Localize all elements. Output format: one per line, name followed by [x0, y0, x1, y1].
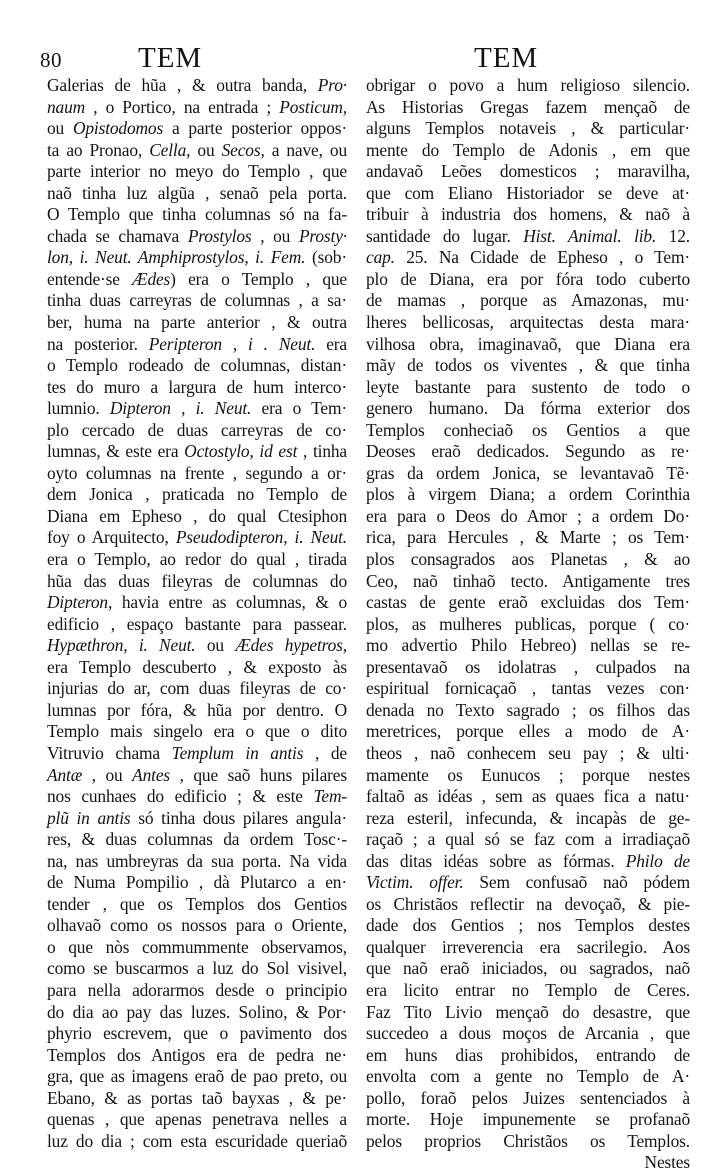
- text-line: [366, 1045, 690, 1067]
- text-run: ou: [190, 139, 222, 160]
- text-run: Diana em Epheso , do qual Ctesiphon: [47, 505, 347, 526]
- text-run: Vitruvio chama: [47, 742, 172, 763]
- italic-term: Dipteron , i. Neut.: [109, 398, 252, 419]
- text-run: o que nòs commummente observamos,: [47, 936, 347, 957]
- text-run: leyte bastante para sustento de todo o: [366, 376, 690, 397]
- text-run: Nestes: [644, 1152, 690, 1173]
- text-run: em huns dias prohibidos, entrando de: [366, 1044, 690, 1065]
- italic-term: Pro·: [317, 75, 347, 95]
- text-run: entende·se: [47, 268, 133, 289]
- text-line: [366, 377, 690, 399]
- text-line: [366, 635, 690, 657]
- italic-term: Opistodomos: [72, 118, 164, 139]
- text-line: [47, 958, 347, 980]
- text-line: [366, 614, 690, 636]
- text-run: genero humano. Da fórma exterior dos: [366, 398, 690, 419]
- text-run: (sob·: [305, 247, 347, 268]
- text-run: plos consagrados aos Planetas , & ao: [366, 549, 690, 570]
- text-run: de mamas , porque as Amazonas, mu·: [366, 290, 690, 311]
- italic-term: naum: [47, 96, 86, 117]
- text-line: [47, 851, 347, 873]
- text-line: [366, 872, 690, 894]
- text-line: [47, 614, 347, 636]
- text-run: plo cercado de duas carreyras de co·: [47, 419, 347, 440]
- text-line: [366, 247, 690, 269]
- text-line: [366, 678, 690, 700]
- text-run: 25. Na Cidade de Epheso , o Tem·: [394, 247, 690, 268]
- text-line: [366, 334, 690, 356]
- text-run: a nave, ou: [264, 139, 347, 160]
- italic-term: Tem-: [313, 786, 347, 807]
- text-run: para nella adorarmos desde o principio: [47, 979, 347, 1000]
- text-line: [47, 161, 347, 183]
- italic-term: Octostylo, id est: [184, 441, 298, 462]
- text-run: morte. Hoje impunemente se profanaõ: [366, 1109, 690, 1130]
- text-run: plos à virgem Diana; a ordem Corinthia: [366, 484, 690, 505]
- text-line: [366, 290, 690, 312]
- italic-term: Antæ: [47, 764, 83, 785]
- text-line: [47, 549, 347, 571]
- text-run: era o Tem·: [251, 398, 347, 419]
- running-head-right: TEM: [474, 42, 539, 74]
- text-line: [366, 527, 690, 549]
- text-line: [366, 937, 690, 959]
- right-column: [366, 75, 690, 1174]
- italic-term: cap.: [366, 247, 395, 268]
- text-run: raçaõ ; a qual só se faz com a irradiaçaõ: [366, 829, 690, 850]
- text-run: espiritual fornicaçaõ , tantas vezes con·: [366, 678, 690, 699]
- text-line: [366, 765, 690, 787]
- text-run: gra, que as imagens eraõ de pao preto, ou: [47, 1066, 347, 1087]
- text-run: , que saõ huns pilares: [170, 764, 347, 785]
- text-line: [47, 398, 347, 420]
- text-run: lheres bellicosas, arquitectas desta mara·: [366, 312, 690, 333]
- text-line: [47, 334, 347, 356]
- italic-term: Templum in antis: [171, 742, 304, 763]
- text-run: andavaõ Leões domesticos ; maravilha,: [366, 161, 690, 182]
- text-line: [366, 161, 690, 183]
- text-line: [47, 1088, 347, 1110]
- text-line: [366, 786, 690, 808]
- text-line: [366, 398, 690, 420]
- text-line: [366, 441, 690, 463]
- text-line: [366, 808, 690, 830]
- text-run: pelos proprios Christãos os Templos.: [366, 1130, 690, 1151]
- text-line: [47, 463, 347, 485]
- text-run: succedeo a dous moços de Arcania , que: [366, 1023, 690, 1044]
- text-line: [366, 549, 690, 571]
- text-line: [366, 571, 690, 593]
- text-line: [366, 958, 690, 980]
- text-run: só tinha dous pilares angula·: [130, 807, 347, 828]
- text-line: [366, 484, 690, 506]
- italic-term: Pseudodipteron, i. Neut.: [175, 527, 347, 548]
- text-line: [47, 1045, 347, 1067]
- text-run: ) era o Templo , que: [170, 268, 347, 289]
- italic-term: Cella,: [149, 139, 191, 160]
- text-line: [47, 204, 347, 226]
- text-line: [366, 269, 690, 291]
- text-run: mente do Templo de Adonis , em que: [366, 139, 690, 160]
- text-line: [366, 118, 690, 140]
- text-run: pollo, foraõ pelos Juizes sentenciados à: [366, 1087, 690, 1108]
- text-run: mamente os Eunucos ; porque nestes: [366, 764, 690, 785]
- text-run: ou: [195, 635, 236, 656]
- text-run: tender , que os Templos dos Gentios: [47, 893, 347, 914]
- text-line: [366, 75, 690, 97]
- text-line: [47, 657, 347, 679]
- text-line: [47, 1109, 347, 1131]
- text-run: que naõ eraõ iniciados, ou sagrados, naõ: [366, 958, 690, 979]
- text-line: [47, 980, 347, 1002]
- italic-term: Ædes: [132, 268, 171, 289]
- text-run: denada no Texto sagrado ; os filhos das: [366, 699, 690, 720]
- text-run: , tinha: [297, 441, 347, 462]
- text-run: obrigar o povo a hum religioso silencio.: [366, 75, 690, 95]
- italic-term: Victim. offer.: [366, 872, 464, 893]
- text-line: [47, 872, 347, 894]
- text-line: [47, 808, 347, 830]
- text-line: [366, 506, 690, 528]
- text-run: Faz Tito Livio mençaõ do desastre, que: [366, 1001, 690, 1022]
- text-line: [47, 527, 347, 549]
- text-run: do dia ao pay das luzes. Solino, & Por·: [47, 1001, 347, 1022]
- text-run: , de: [303, 742, 347, 763]
- text-line: [366, 700, 690, 722]
- text-run: quenas , que apenas penetrava nelles a: [47, 1109, 347, 1130]
- text-run: luz do dia ; com esta escuridade queriaõ: [47, 1130, 347, 1151]
- italic-term: lon, i. Neut. Amphiprostylos, i. Fem.: [47, 247, 306, 268]
- text-line: [366, 463, 690, 485]
- text-line: [47, 269, 347, 291]
- text-run: ta ao Pronao,: [47, 139, 150, 160]
- text-run: das ditas idéas sobre as fórmas.: [366, 850, 626, 871]
- text-run: tinha duas carreyras de columnas , a sa·: [47, 290, 347, 311]
- text-run: havia entre as columnas, & o: [112, 592, 347, 613]
- text-run: olhavaõ como os nossos para o Oriente,: [47, 915, 347, 936]
- text-run: faltaõ as idéas , sem as quaes fica a natu·: [366, 786, 690, 807]
- text-run: gras da ordem Jonica, se levantavaõ Tẽ·: [366, 462, 690, 483]
- text-line: [47, 377, 347, 399]
- italic-term: Philo de: [625, 850, 690, 871]
- text-line: [366, 420, 690, 442]
- text-line: [47, 700, 347, 722]
- text-run: plo de Diana, era por fóra todo cuberto: [366, 268, 690, 289]
- italic-term: Posticum,: [279, 96, 347, 117]
- text-line: [366, 140, 690, 162]
- text-line: [47, 1066, 347, 1088]
- text-run: hũa das duas fileyras de columnas do: [47, 570, 347, 591]
- text-line: [47, 247, 347, 269]
- text-run: era: [315, 333, 347, 354]
- text-run: , o Portico, na entrada ;: [85, 96, 280, 117]
- text-run: Templos dos Antigos era de pedra ne·: [47, 1044, 347, 1065]
- text-run: Galerias de hũa , & outra banda,: [47, 75, 318, 95]
- text-run: dade dos Gentios ; nos Templos destes: [366, 915, 690, 936]
- text-run: alguns Templos notaveis , & particular·: [366, 118, 690, 139]
- text-run: theos , naõ conhecem seu pay ; & ulti·: [366, 742, 690, 763]
- text-line: [47, 571, 347, 593]
- text-run: na posterior.: [47, 333, 149, 354]
- text-line: [366, 355, 690, 377]
- text-run: plos, as mulheres publicas, porque ( co·: [366, 613, 690, 634]
- text-line: [366, 204, 690, 226]
- italic-term: Hypæthron, i. Neut.: [47, 635, 196, 656]
- text-run: qualquer irreverencia era sacrilegio. Aos: [366, 936, 690, 957]
- text-line: [366, 1088, 690, 1110]
- text-run: 12.: [656, 225, 690, 246]
- text-run: oyto columnas na frente , segundo a or·: [47, 462, 347, 483]
- text-run: parte interior no meyo do Templo , que: [47, 161, 347, 182]
- text-line: [47, 786, 347, 808]
- text-run: os Christãos reflectir na devoçaõ, & pie-: [366, 893, 690, 914]
- text-run: castas de gente eraõ excluidas dos Tem·: [366, 592, 690, 613]
- text-line: [47, 355, 347, 377]
- text-run: como se buscarmos a luz do Sol visivel,: [47, 958, 347, 979]
- text-run: res, & duas columnas da ordem Tosc·-: [47, 829, 347, 850]
- text-line: [366, 980, 690, 1002]
- text-line: [47, 226, 347, 248]
- text-run: tes do muro a largura de hum interco·: [47, 376, 347, 397]
- text-line: [47, 118, 347, 140]
- text-line: [47, 1002, 347, 1024]
- italic-term: Prosty·: [298, 225, 347, 246]
- text-run: envolta com a gente no Templo de A·: [366, 1066, 690, 1087]
- text-line: [47, 678, 347, 700]
- text-run: Deoses eraõ dedicados. Segundo as re·: [366, 441, 690, 462]
- italic-term: Prostylos: [187, 225, 252, 246]
- left-column: [47, 75, 347, 1152]
- text-line: [366, 592, 690, 614]
- page-number: 80: [40, 48, 62, 72]
- text-run: lumnas por fóra, & hũa por dentro. O: [47, 699, 347, 720]
- text-line: [47, 1131, 347, 1153]
- text-run: nos cunhaes do edificio ; & este: [47, 786, 314, 807]
- text-run: rica, para Hercules , & Marte ; os Tem·: [366, 527, 690, 548]
- italic-term: Dipteron,: [47, 592, 113, 613]
- text-run: lumnio.: [47, 398, 110, 419]
- text-run: lumnas, & este era: [47, 441, 185, 462]
- text-line: [366, 226, 690, 248]
- text-line: [366, 894, 690, 916]
- text-line: [47, 1023, 347, 1045]
- text-run: a parte posterior oppos·: [163, 118, 347, 139]
- text-line: [366, 1023, 690, 1045]
- text-line: [47, 97, 347, 119]
- text-line: [366, 1066, 690, 1088]
- text-run: , ou: [82, 764, 133, 785]
- text-run: Sem confusaõ naõ pódem: [463, 872, 691, 893]
- text-run: reza esteril, infecunda, & incapàs de ge-: [366, 807, 690, 828]
- text-line: [366, 851, 690, 873]
- text-run: Templo mais singelo era o que o dito: [47, 721, 347, 742]
- text-run: injurias do ar, com duas fileyras de co·: [47, 678, 347, 699]
- text-line: [47, 894, 347, 916]
- text-run: meretrices, porque elles a modo de A·: [366, 721, 690, 742]
- text-run: mo advertio Philo Hebreo) nellas se re-: [366, 635, 690, 656]
- italic-term: Ædes hypetros,: [235, 635, 347, 656]
- text-line: [366, 721, 690, 743]
- text-run: tribuir à industria dos homens, & naõ à: [366, 204, 690, 225]
- text-line: [47, 829, 347, 851]
- text-line: [47, 312, 347, 334]
- text-run: chada se chamava: [47, 225, 188, 246]
- text-run: era licito entrar no Templo de Ceres.: [366, 979, 690, 1000]
- text-run: dem Jonica , praticada no Templo de: [47, 484, 347, 505]
- text-run: era Templo descuberto , & exposto às: [47, 656, 347, 677]
- text-run: Ebano, & as portas taõ bayxas , & pe·: [47, 1087, 347, 1108]
- text-run: vilhosa obra, imaginavaõ, que Diana era: [366, 333, 690, 354]
- text-run: Templos conheciaõ os Gentios a que: [366, 419, 690, 440]
- text-run: phyrio escrevem, que o pavimento dos: [47, 1023, 347, 1044]
- text-line: [366, 97, 690, 119]
- text-line: [366, 657, 690, 679]
- italic-term: Secos,: [221, 139, 265, 160]
- text-run: foy o Arquitecto,: [47, 527, 176, 548]
- text-run: santidade do lugar.: [366, 225, 524, 246]
- text-line: [47, 484, 347, 506]
- italic-term: Antes: [132, 764, 171, 785]
- italic-term: plũ in antis: [47, 807, 131, 828]
- text-run: , ou: [251, 225, 299, 246]
- text-run: que com Eliano Historiador se deve at·: [366, 182, 690, 203]
- text-run: mãy de todos os viventes , & que tinha: [366, 355, 690, 376]
- text-line: [47, 765, 347, 787]
- text-line: [47, 183, 347, 205]
- text-run: ou: [47, 118, 73, 139]
- text-line: [47, 937, 347, 959]
- text-line: [47, 290, 347, 312]
- text-line: [366, 1109, 690, 1131]
- text-line: [47, 140, 347, 162]
- text-line: [47, 420, 347, 442]
- text-run: O Templo que tinha columnas só na fa-: [47, 204, 347, 225]
- text-line: [47, 441, 347, 463]
- text-run: edificio , espaço bastante para passear.: [47, 613, 347, 634]
- text-line: [47, 75, 347, 97]
- text-line: [366, 1002, 690, 1024]
- text-line: [366, 915, 690, 937]
- text-run: de Numa Pompilio , dà Plutarco a en·: [47, 872, 347, 893]
- text-line: [366, 183, 690, 205]
- text-line: [366, 1131, 690, 1153]
- text-line: [47, 592, 347, 614]
- text-run: ber, huma na parte anterior , & outra: [47, 312, 347, 333]
- text-line: [47, 743, 347, 765]
- italic-term: Peripteron , i . Neut.: [148, 333, 316, 354]
- text-run: era o Templo, ao redor do qual , tirada: [47, 549, 347, 570]
- text-line: [366, 743, 690, 765]
- running-head-left: TEM: [138, 42, 203, 74]
- text-line: [47, 915, 347, 937]
- text-line: [47, 635, 347, 657]
- text-run: naõ tinha luz algũa , senaõ pela porta.: [47, 182, 347, 203]
- text-line: [366, 1152, 690, 1174]
- text-line: [47, 721, 347, 743]
- text-run: As Historias Gregas fazem mençaõ de: [366, 96, 690, 117]
- text-line: [47, 506, 347, 528]
- text-run: o Templo rodeado de columnas, distan·: [47, 355, 347, 376]
- text-line: [366, 312, 690, 334]
- text-run: na, nas umbreyras da sua porta. Na vida: [47, 850, 347, 871]
- italic-term: Hist. Animal. lib.: [523, 225, 657, 246]
- text-run: presentavaõ os idolatras , culpados na: [366, 656, 690, 677]
- text-line: [366, 829, 690, 851]
- text-run: Ceo, naõ tinhaõ tecto. Antigamente tres: [366, 570, 690, 591]
- text-run: era para o Deos do Amor ; a ordem Do·: [366, 505, 690, 526]
